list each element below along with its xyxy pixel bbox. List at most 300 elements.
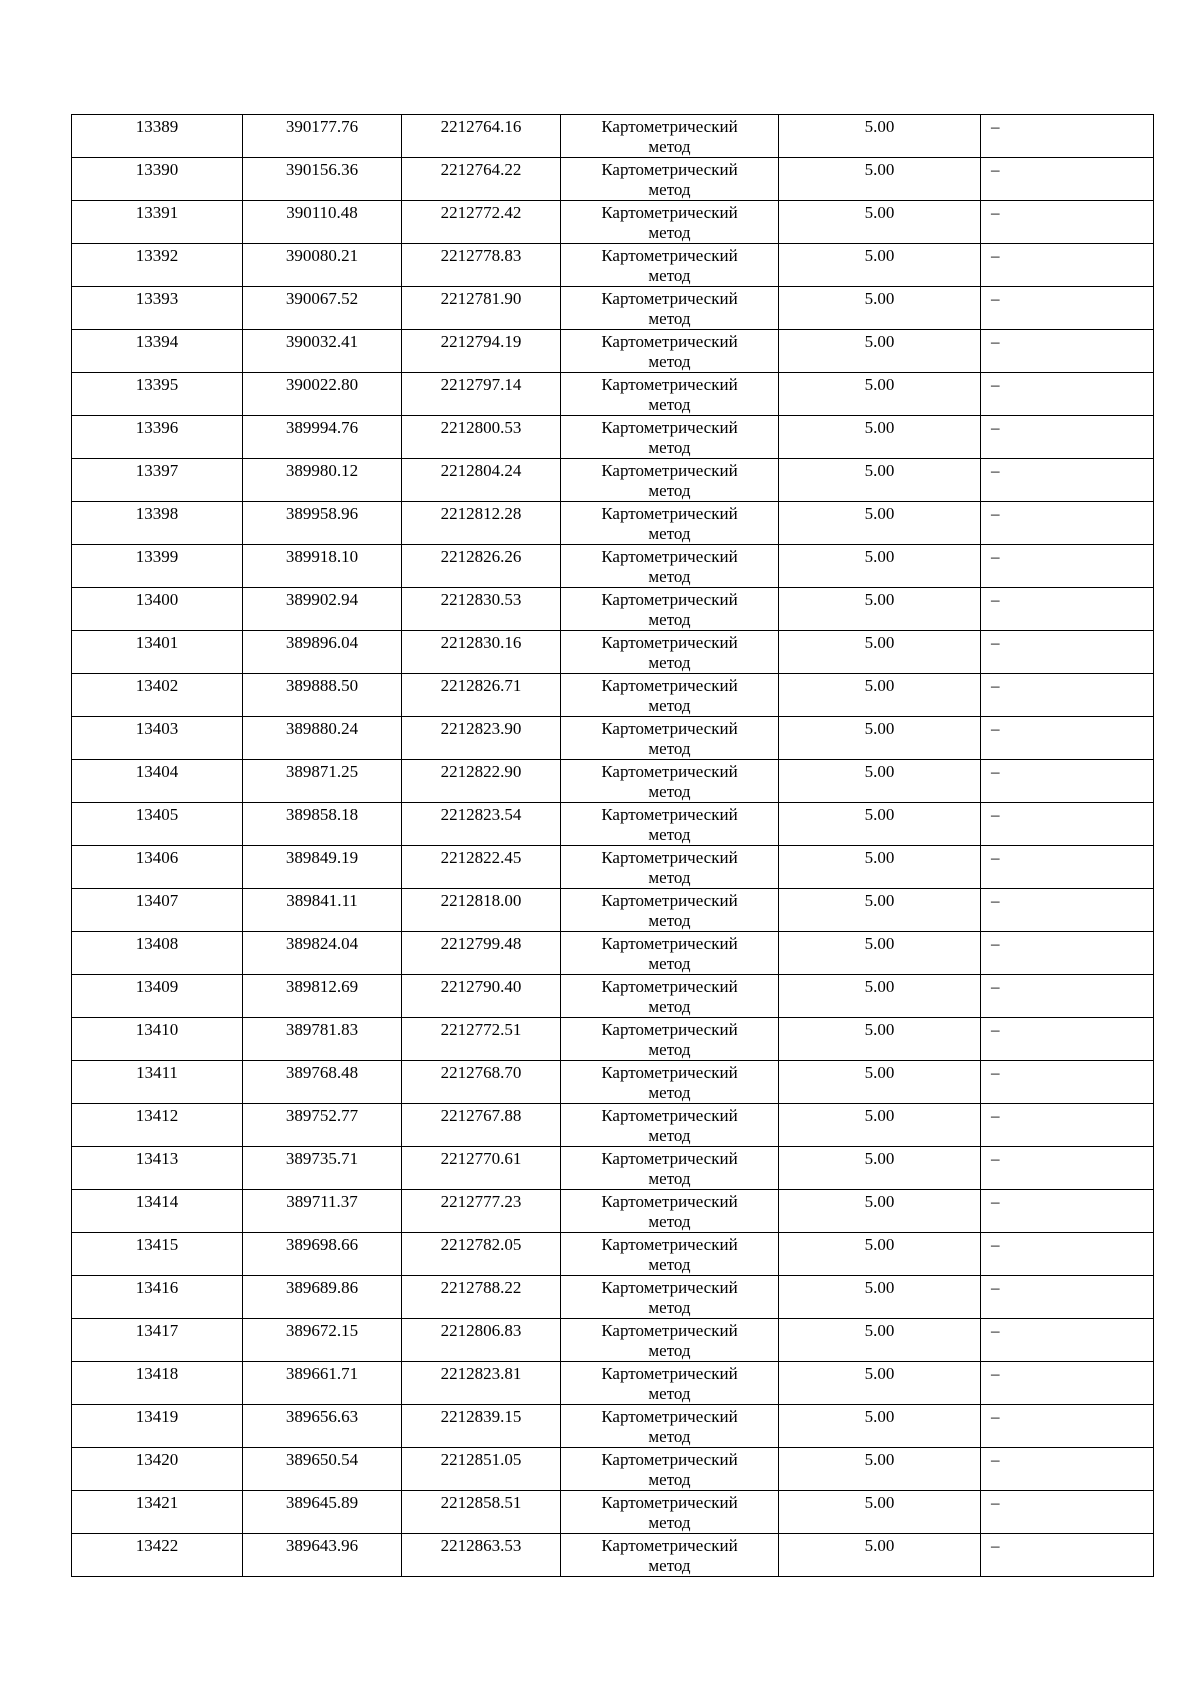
y-coordinate-cell-content	[402, 1448, 560, 1470]
accuracy-cell	[779, 1233, 981, 1276]
point-number-cell-content	[72, 803, 242, 825]
y-coordinate-cell-content	[402, 287, 560, 309]
description-cell-content	[981, 588, 1153, 610]
accuracy-cell-content	[779, 1104, 980, 1126]
accuracy-cell-content	[779, 1018, 980, 1040]
accuracy-cell-content	[779, 846, 980, 868]
method-line-2: метод	[648, 1083, 691, 1102]
y-coordinate: 2212823.81	[440, 1364, 522, 1383]
y-coordinate-cell	[402, 1190, 561, 1233]
y-coordinate-cell-content	[402, 1491, 560, 1513]
accuracy-value: 5.00	[864, 1020, 895, 1039]
accuracy-cell	[779, 1190, 981, 1233]
method-cell-content	[561, 631, 778, 673]
y-coordinate-cell	[402, 932, 561, 975]
point-number-cell	[72, 502, 243, 545]
description-cell-content	[981, 416, 1153, 438]
y-coordinate-cell	[402, 1319, 561, 1362]
x-coordinate: 389918.10	[285, 547, 359, 566]
method-cell-content	[561, 459, 778, 501]
accuracy-value: 5.00	[864, 1407, 895, 1426]
point-number-cell	[72, 975, 243, 1018]
description-cell	[981, 373, 1154, 416]
x-coordinate-cell	[243, 502, 402, 545]
point-number-cell-content	[72, 1190, 242, 1212]
x-coordinate: 389980.12	[285, 461, 359, 480]
description-cell-content	[981, 1362, 1153, 1384]
table-row	[72, 1405, 1154, 1448]
table-row	[72, 1319, 1154, 1362]
table-row	[72, 416, 1154, 459]
description-cell	[981, 1190, 1154, 1233]
accuracy-value: 5.00	[864, 504, 895, 523]
accuracy-cell-content	[779, 1405, 980, 1427]
point-number-cell-content	[72, 1061, 242, 1083]
description-value: –	[991, 1364, 1000, 1383]
method-line-2: метод	[648, 481, 691, 500]
accuracy-value: 5.00	[864, 1149, 895, 1168]
accuracy-cell-content	[779, 932, 980, 954]
method-line-1: Картометрический	[601, 590, 738, 609]
y-coordinate-cell-content	[402, 975, 560, 997]
point-number: 13421	[135, 1493, 179, 1512]
point-number-cell	[72, 545, 243, 588]
accuracy-value: 5.00	[864, 203, 895, 222]
method-line-2: метод	[648, 309, 691, 328]
method-cell-content	[561, 330, 778, 372]
description-cell	[981, 1491, 1154, 1534]
point-number: 13391	[135, 203, 179, 222]
y-coordinate-cell-content	[402, 1147, 560, 1169]
accuracy-value: 5.00	[864, 719, 895, 738]
method-line-2: метод	[648, 1169, 691, 1188]
point-number-cell	[72, 588, 243, 631]
point-number: 13420	[135, 1450, 179, 1469]
method-line-1: Картометрический	[601, 1192, 738, 1211]
method-cell-content	[561, 1147, 778, 1189]
description-cell-content	[981, 846, 1153, 868]
y-coordinate: 2212818.00	[440, 891, 522, 910]
description-value: –	[991, 762, 1000, 781]
method-line-1: Картометрический	[601, 246, 738, 265]
x-coordinate-cell-content	[243, 545, 401, 567]
method-line-1: Картометрический	[601, 461, 738, 480]
accuracy-cell	[779, 287, 981, 330]
description-value: –	[991, 375, 1000, 394]
method-cell-content	[561, 158, 778, 200]
x-coordinate-cell-content	[243, 588, 401, 610]
x-coordinate-cell	[243, 545, 402, 588]
x-coordinate-cell	[243, 631, 402, 674]
x-coordinate-cell-content	[243, 416, 401, 438]
method-line-1: Картометрический	[601, 332, 738, 351]
table-row	[72, 459, 1154, 502]
x-coordinate-cell-content	[243, 1362, 401, 1384]
y-coordinate: 2212804.24	[440, 461, 522, 480]
y-coordinate-cell-content	[402, 588, 560, 610]
method-cell	[561, 1147, 779, 1190]
y-coordinate: 2212797.14	[440, 375, 522, 394]
point-number-cell	[72, 1448, 243, 1491]
y-coordinate-cell-content	[402, 1405, 560, 1427]
point-number-cell-content	[72, 416, 242, 438]
method-cell	[561, 1491, 779, 1534]
method-cell-content	[561, 244, 778, 286]
method-cell	[561, 1319, 779, 1362]
method-line-2: метод	[648, 524, 691, 543]
y-coordinate-cell-content	[402, 1190, 560, 1212]
method-cell	[561, 889, 779, 932]
point-number-cell	[72, 1061, 243, 1104]
y-coordinate-cell-content	[402, 158, 560, 180]
y-coordinate-cell-content	[402, 201, 560, 223]
method-cell-content	[561, 889, 778, 931]
accuracy-cell	[779, 760, 981, 803]
x-coordinate-cell-content	[243, 1018, 401, 1040]
point-number: 13418	[135, 1364, 179, 1383]
y-coordinate-cell-content	[402, 459, 560, 481]
y-coordinate: 2212823.54	[440, 805, 522, 824]
point-number-cell	[72, 803, 243, 846]
x-coordinate-cell-content	[243, 201, 401, 223]
point-number-cell-content	[72, 1534, 242, 1556]
description-value: –	[991, 1321, 1000, 1340]
y-coordinate: 2212826.71	[440, 676, 522, 695]
x-coordinate-cell	[243, 932, 402, 975]
y-coordinate-cell-content	[402, 674, 560, 696]
method-line-2: метод	[648, 911, 691, 930]
accuracy-value: 5.00	[864, 246, 895, 265]
y-coordinate-cell	[402, 631, 561, 674]
accuracy-cell-content	[779, 416, 980, 438]
point-number-cell-content	[72, 1276, 242, 1298]
x-coordinate-cell-content	[243, 803, 401, 825]
x-coordinate: 389994.76	[285, 418, 359, 437]
accuracy-cell-content	[779, 1448, 980, 1470]
method-line-2: метод	[648, 1470, 691, 1489]
x-coordinate-cell-content	[243, 932, 401, 954]
point-number: 13397	[135, 461, 179, 480]
x-coordinate-cell-content	[243, 631, 401, 653]
accuracy-cell	[779, 416, 981, 459]
x-coordinate-cell	[243, 760, 402, 803]
description-value: –	[991, 633, 1000, 652]
x-coordinate-cell	[243, 1147, 402, 1190]
point-number-cell	[72, 287, 243, 330]
point-number: 13403	[135, 719, 179, 738]
accuracy-cell	[779, 1534, 981, 1577]
point-number: 13417	[135, 1321, 179, 1340]
y-coordinate-cell-content	[402, 1104, 560, 1126]
y-coordinate: 2212830.53	[440, 590, 522, 609]
x-coordinate-cell-content	[243, 459, 401, 481]
method-cell	[561, 1362, 779, 1405]
y-coordinate: 2212770.61	[440, 1149, 522, 1168]
x-coordinate-cell-content	[243, 287, 401, 309]
x-coordinate-cell	[243, 717, 402, 760]
x-coordinate: 389711.37	[286, 1192, 358, 1211]
x-coordinate-cell	[243, 1362, 402, 1405]
description-cell	[981, 1448, 1154, 1491]
method-cell-content	[561, 674, 778, 716]
method-cell	[561, 330, 779, 373]
point-number-cell-content	[72, 889, 242, 911]
y-coordinate-cell	[402, 1405, 561, 1448]
point-number-cell-content	[72, 1362, 242, 1384]
x-coordinate-cell	[243, 158, 402, 201]
method-line-2: метод	[648, 1384, 691, 1403]
x-coordinate-cell	[243, 1405, 402, 1448]
method-cell-content	[561, 932, 778, 974]
accuracy-value: 5.00	[864, 762, 895, 781]
method-line-2: метод	[648, 1341, 691, 1360]
accuracy-cell	[779, 975, 981, 1018]
x-coordinate-cell-content	[243, 1276, 401, 1298]
x-coordinate-cell-content	[243, 1448, 401, 1470]
y-coordinate-cell-content	[402, 330, 560, 352]
point-number: 13392	[135, 246, 179, 265]
table-row	[72, 1104, 1154, 1147]
method-cell	[561, 502, 779, 545]
table-row	[72, 889, 1154, 932]
y-coordinate-cell-content	[402, 1018, 560, 1040]
point-number-cell-content	[72, 373, 242, 395]
x-coordinate: 389858.18	[285, 805, 359, 824]
y-coordinate: 2212851.05	[440, 1450, 522, 1469]
accuracy-cell-content	[779, 588, 980, 610]
accuracy-cell	[779, 502, 981, 545]
description-value: –	[991, 805, 1000, 824]
description-cell-content	[981, 545, 1153, 567]
accuracy-cell-content	[779, 975, 980, 997]
y-coordinate-cell	[402, 1104, 561, 1147]
accuracy-value: 5.00	[864, 1235, 895, 1254]
table-row	[72, 975, 1154, 1018]
table-row	[72, 1491, 1154, 1534]
y-coordinate: 2212768.70	[440, 1063, 522, 1082]
method-line-1: Картометрический	[601, 977, 738, 996]
accuracy-value: 5.00	[864, 1278, 895, 1297]
method-cell	[561, 1448, 779, 1491]
point-number-cell	[72, 416, 243, 459]
accuracy-value: 5.00	[864, 1106, 895, 1125]
table-row	[72, 1534, 1154, 1577]
point-number-cell	[72, 1104, 243, 1147]
accuracy-cell	[779, 1104, 981, 1147]
method-line-2: метод	[648, 739, 691, 758]
method-cell-content	[561, 1061, 778, 1103]
accuracy-cell-content	[779, 803, 980, 825]
point-number-cell	[72, 1147, 243, 1190]
x-coordinate-cell-content	[243, 760, 401, 782]
description-value: –	[991, 461, 1000, 480]
method-cell-content	[561, 502, 778, 544]
method-cell	[561, 1018, 779, 1061]
x-coordinate: 389871.25	[285, 762, 359, 781]
method-line-1: Картометрический	[601, 375, 738, 394]
accuracy-cell	[779, 846, 981, 889]
description-cell-content	[981, 932, 1153, 954]
y-coordinate-cell	[402, 846, 561, 889]
y-coordinate-cell	[402, 115, 561, 158]
accuracy-cell	[779, 631, 981, 674]
method-cell	[561, 459, 779, 502]
point-number-cell-content	[72, 287, 242, 309]
method-line-1: Картометрический	[601, 117, 738, 136]
y-coordinate: 2212799.48	[440, 934, 522, 953]
accuracy-cell	[779, 373, 981, 416]
description-cell-content	[981, 1147, 1153, 1169]
description-cell	[981, 502, 1154, 545]
method-line-1: Картометрический	[601, 762, 738, 781]
description-value: –	[991, 504, 1000, 523]
description-value: –	[991, 676, 1000, 695]
method-cell	[561, 975, 779, 1018]
point-number-cell	[72, 1405, 243, 1448]
x-coordinate-cell-content	[243, 674, 401, 696]
x-coordinate: 390110.48	[286, 203, 358, 222]
x-coordinate-cell	[243, 1104, 402, 1147]
x-coordinate-cell	[243, 1061, 402, 1104]
table-row	[72, 158, 1154, 201]
table-row	[72, 803, 1154, 846]
method-line-1: Картометрический	[601, 203, 738, 222]
accuracy-cell	[779, 545, 981, 588]
point-number-cell	[72, 1534, 243, 1577]
point-number-cell-content	[72, 1104, 242, 1126]
description-value: –	[991, 1192, 1000, 1211]
point-number: 13414	[135, 1192, 179, 1211]
x-coordinate-cell-content	[243, 1147, 401, 1169]
y-coordinate-cell	[402, 1362, 561, 1405]
accuracy-value: 5.00	[864, 1364, 895, 1383]
description-cell	[981, 545, 1154, 588]
point-number-cell-content	[72, 846, 242, 868]
point-number-cell	[72, 158, 243, 201]
point-number: 13402	[135, 676, 179, 695]
accuracy-value: 5.00	[864, 1493, 895, 1512]
method-cell-content	[561, 1362, 778, 1404]
method-line-1: Картометрический	[601, 848, 738, 867]
y-coordinate-cell	[402, 545, 561, 588]
x-coordinate: 390067.52	[285, 289, 359, 308]
method-line-1: Картометрический	[601, 805, 738, 824]
description-cell-content	[981, 1018, 1153, 1040]
point-number-cell-content	[72, 760, 242, 782]
method-line-2: метод	[648, 438, 691, 457]
point-number: 13409	[135, 977, 179, 996]
description-value: –	[991, 203, 1000, 222]
point-number: 13398	[135, 504, 179, 523]
description-cell-content	[981, 1405, 1153, 1427]
x-coordinate-cell	[243, 1018, 402, 1061]
x-coordinate: 390022.80	[285, 375, 359, 394]
point-number-cell-content	[72, 1233, 242, 1255]
accuracy-cell-content	[779, 244, 980, 266]
method-line-2: метод	[648, 137, 691, 156]
y-coordinate: 2212858.51	[440, 1493, 522, 1512]
description-value: –	[991, 590, 1000, 609]
method-cell	[561, 1276, 779, 1319]
description-cell	[981, 889, 1154, 932]
y-coordinate: 2212812.28	[440, 504, 522, 523]
description-value: –	[991, 1493, 1000, 1512]
description-cell-content	[981, 244, 1153, 266]
method-line-1: Картометрический	[601, 1321, 738, 1340]
table-row	[72, 373, 1154, 416]
method-cell-content	[561, 1233, 778, 1275]
method-line-1: Картометрический	[601, 1235, 738, 1254]
point-number-cell	[72, 1319, 243, 1362]
x-coordinate-cell-content	[243, 1061, 401, 1083]
accuracy-value: 5.00	[864, 805, 895, 824]
y-coordinate-cell	[402, 803, 561, 846]
description-cell	[981, 674, 1154, 717]
table-row	[72, 287, 1154, 330]
x-coordinate-cell-content	[243, 975, 401, 997]
y-coordinate-cell-content	[402, 1319, 560, 1341]
description-cell-content	[981, 1276, 1153, 1298]
method-line-1: Картометрический	[601, 1149, 738, 1168]
accuracy-cell-content	[779, 545, 980, 567]
table-row	[72, 545, 1154, 588]
description-cell-content	[981, 201, 1153, 223]
description-value: –	[991, 289, 1000, 308]
method-cell	[561, 932, 779, 975]
point-number: 13399	[135, 547, 179, 566]
description-cell	[981, 631, 1154, 674]
x-coordinate-cell-content	[243, 1405, 401, 1427]
description-value: –	[991, 1063, 1000, 1082]
x-coordinate-cell-content	[243, 889, 401, 911]
description-value: –	[991, 332, 1000, 351]
description-value: –	[991, 891, 1000, 910]
point-number: 13422	[135, 1536, 179, 1555]
method-line-1: Картометрический	[601, 1364, 738, 1383]
description-cell	[981, 330, 1154, 373]
description-value: –	[991, 1536, 1000, 1555]
y-coordinate-cell-content	[402, 416, 560, 438]
x-coordinate-cell	[243, 287, 402, 330]
y-coordinate-cell	[402, 674, 561, 717]
point-number: 13400	[135, 590, 179, 609]
point-number-cell-content	[72, 330, 242, 352]
description-value: –	[991, 977, 1000, 996]
method-line-1: Картометрический	[601, 547, 738, 566]
y-coordinate: 2212823.90	[440, 719, 522, 738]
accuracy-value: 5.00	[864, 332, 895, 351]
description-cell-content	[981, 287, 1153, 309]
y-coordinate-cell	[402, 1147, 561, 1190]
point-number-cell	[72, 889, 243, 932]
method-cell	[561, 631, 779, 674]
accuracy-cell	[779, 717, 981, 760]
table-row	[72, 760, 1154, 803]
x-coordinate-cell	[243, 373, 402, 416]
description-value: –	[991, 719, 1000, 738]
y-coordinate-cell-content	[402, 846, 560, 868]
x-coordinate: 389752.77	[285, 1106, 359, 1125]
point-number-cell-content	[72, 1448, 242, 1470]
accuracy-value: 5.00	[864, 1063, 895, 1082]
x-coordinate-cell	[243, 330, 402, 373]
accuracy-cell	[779, 158, 981, 201]
method-line-2: метод	[648, 997, 691, 1016]
method-cell	[561, 158, 779, 201]
table-row	[72, 1276, 1154, 1319]
accuracy-cell-content	[779, 1534, 980, 1556]
method-cell	[561, 115, 779, 158]
